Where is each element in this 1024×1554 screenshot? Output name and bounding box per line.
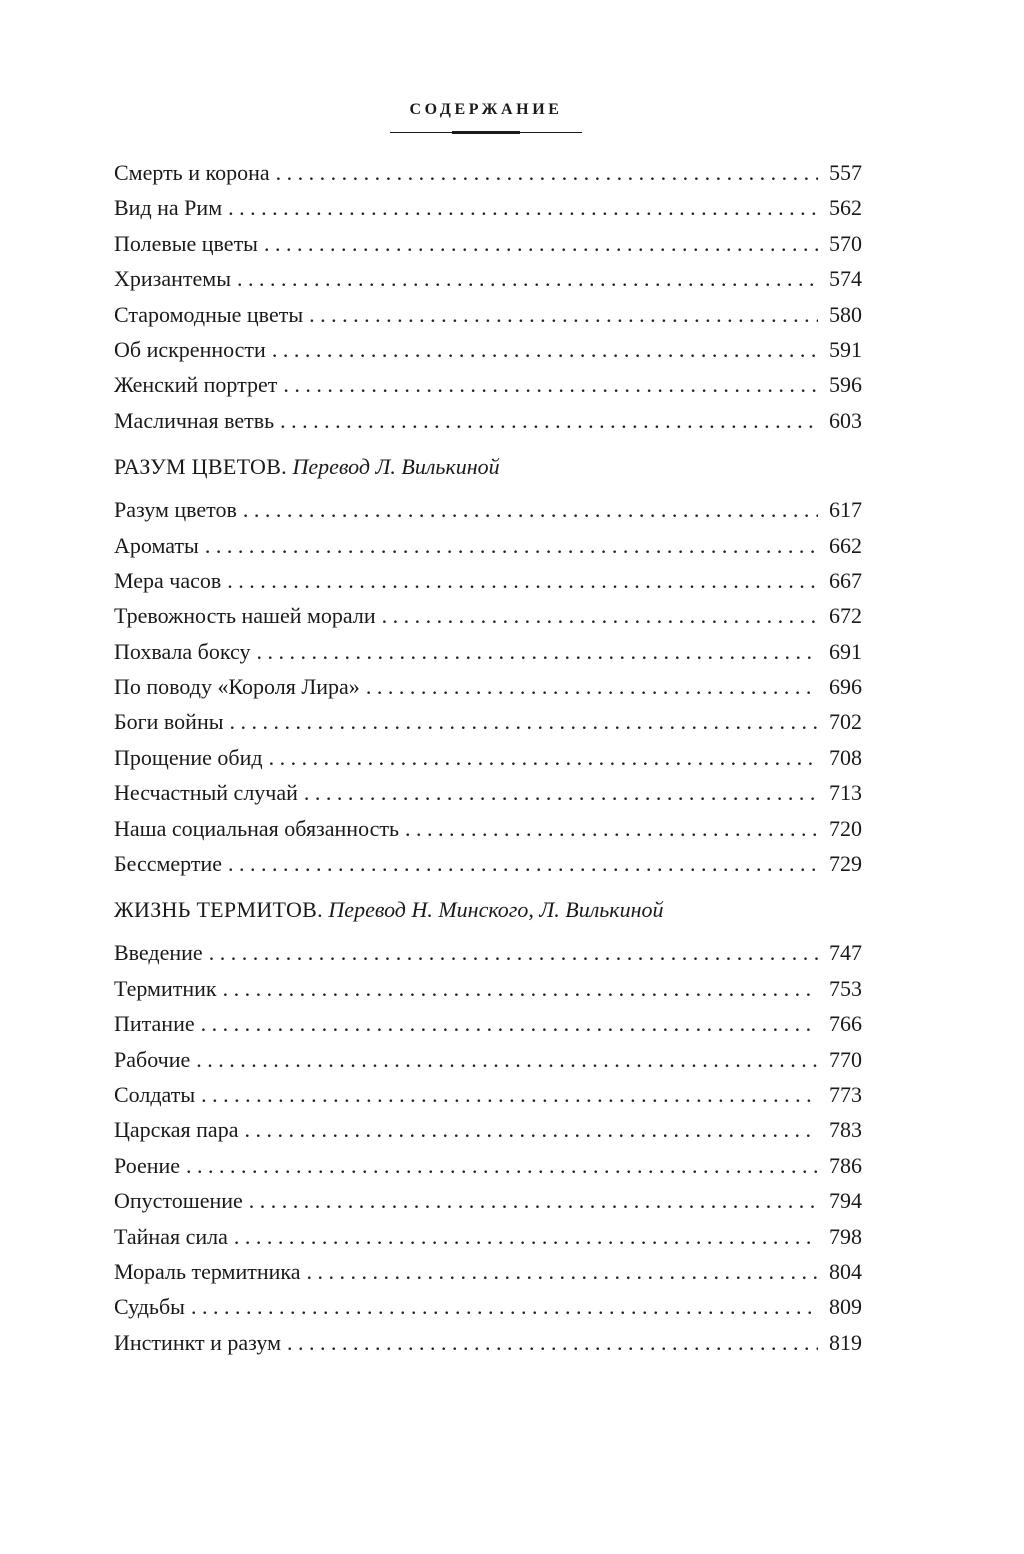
toc-entry	[114, 367, 862, 402]
section-heading	[114, 449, 862, 485]
toc-entry	[114, 846, 862, 881]
toc-entry	[114, 740, 862, 775]
dot-leader	[186, 1148, 818, 1183]
toc-entry	[114, 1042, 862, 1077]
dot-leader	[205, 528, 818, 563]
dot-leader	[280, 403, 818, 438]
toc-entry	[114, 634, 862, 669]
dot-leader	[287, 1325, 818, 1360]
dot-leader	[201, 1006, 818, 1041]
toc-entry-title: Боги войны	[114, 709, 224, 735]
toc-entry-title: Полевые цветы	[114, 230, 258, 256]
toc-entry	[114, 935, 862, 970]
toc-entry	[114, 1183, 862, 1218]
dot-leader	[223, 971, 818, 1006]
toc-entry-title: Мера часов	[114, 567, 222, 593]
dot-leader	[243, 492, 818, 527]
section-title: РАЗУМ ЦВЕТОВ.	[114, 454, 287, 480]
dot-leader	[249, 1183, 818, 1218]
toc-entry-title: Хризантемы	[114, 266, 231, 292]
dot-leader	[272, 332, 818, 367]
toc-entry	[114, 971, 862, 1006]
toc-entry	[114, 563, 862, 598]
dot-leader	[230, 704, 819, 739]
toc-entry-page-number: 691	[829, 638, 862, 664]
dot-leader	[269, 740, 818, 775]
toc-entry-title: Об искренности	[114, 336, 266, 362]
toc-entry-title: Инстинкт и разум	[114, 1329, 281, 1355]
toc-entry-page-number: 720	[829, 815, 862, 841]
toc-entry	[114, 528, 862, 563]
toc-entry-page-number: 804	[829, 1258, 862, 1284]
toc-entry-page-number: 747	[829, 940, 862, 966]
toc-entry	[114, 598, 862, 633]
dot-leader	[196, 1042, 818, 1077]
toc-entry	[114, 669, 862, 704]
dot-leader	[264, 226, 818, 261]
toc-entry-title: Прощение обид	[114, 744, 263, 770]
toc-section	[114, 892, 862, 1360]
toc-entry	[114, 261, 862, 296]
dot-leader	[405, 811, 818, 846]
toc-entry-page-number: 783	[829, 1117, 862, 1143]
toc-entry-title: Женский портрет	[114, 372, 278, 398]
toc-entry-page-number: 773	[829, 1081, 862, 1107]
toc-entry-title: Бессмертие	[114, 851, 223, 877]
toc-entry-page-number: 667	[829, 567, 862, 593]
dot-leader	[276, 155, 818, 190]
toc-entry	[114, 492, 862, 527]
dot-leader	[256, 634, 818, 669]
dot-leader	[304, 775, 818, 810]
toc-entry-title: Ароматы	[114, 532, 199, 558]
toc-entry	[114, 1325, 862, 1360]
toc-entry-page-number: 770	[829, 1046, 862, 1072]
section-title: ЖИЗНЬ ТЕРМИТОВ.	[114, 897, 323, 923]
toc-entry	[114, 1148, 862, 1183]
dot-leader	[283, 367, 818, 402]
toc-entry-page-number: 819	[829, 1329, 862, 1355]
toc-entry-title: Наша социальная обязанность	[114, 815, 400, 841]
toc-entry-page-number: 591	[829, 336, 862, 362]
toc-entry-page-number: 798	[829, 1223, 862, 1249]
section-translator-credit: Перевод Н. Минского, Л. Вилькиной	[328, 897, 664, 923]
dot-leader	[209, 935, 818, 970]
toc-entry-page-number: 708	[829, 744, 862, 770]
toc-entry-page-number: 617	[829, 497, 862, 523]
toc-entry-page-number: 596	[829, 372, 862, 398]
toc-entry-page-number: 702	[829, 709, 862, 735]
toc-entry	[114, 403, 862, 438]
toc-entry-page-number: 562	[829, 195, 862, 221]
toc-entry-title: Масличная ветвь	[114, 407, 275, 433]
toc-entry-title: Смерть и корона	[114, 160, 270, 185]
toc-entry-page-number: 713	[829, 780, 862, 806]
toc-entry-page-number: 570	[829, 230, 862, 256]
toc-entry	[114, 190, 862, 225]
toc-entry-title: Разум цветов	[114, 497, 237, 523]
toc-entry-title: Вид на Рим	[114, 195, 223, 221]
toc-entry-page-number: 662	[829, 532, 862, 558]
table-of-contents	[114, 155, 862, 1360]
toc-entry-page-number: 603	[829, 407, 862, 433]
dot-leader	[237, 261, 818, 296]
toc-entry	[114, 1112, 862, 1147]
toc-entry-title: Термитник	[114, 975, 217, 1001]
toc-entry-page-number: 766	[829, 1011, 862, 1037]
toc-entry-page-number: 557	[829, 160, 862, 185]
toc-entry	[114, 811, 862, 846]
section-translator-credit: Перевод Л. Вилькиной	[292, 454, 500, 480]
toc-entry	[114, 775, 862, 810]
dot-leader	[191, 1289, 818, 1324]
toc-entry-title: Рабочие	[114, 1046, 191, 1072]
toc-entry	[114, 155, 862, 190]
dot-leader	[307, 1254, 818, 1289]
dot-leader	[309, 297, 818, 332]
dot-leader	[382, 598, 818, 633]
dot-leader	[228, 846, 818, 881]
toc-entry-page-number: 580	[829, 301, 862, 327]
toc-entry-title: Роение	[114, 1152, 181, 1178]
toc-entry-page-number: 809	[829, 1294, 862, 1320]
toc-entry-title: Введение	[114, 940, 203, 966]
toc-entry	[114, 297, 862, 332]
toc-entry-title: Солдаты	[114, 1081, 196, 1107]
toc-entry-page-number: 729	[829, 851, 862, 877]
toc-entry-page-number: 794	[829, 1188, 862, 1214]
toc-entry-title: Тревожность нашей морали	[114, 603, 376, 629]
dot-leader	[201, 1077, 818, 1112]
toc-entry	[114, 704, 862, 739]
toc-entry	[114, 332, 862, 367]
toc-section	[114, 449, 862, 881]
section-heading	[114, 892, 862, 928]
toc-entry-page-number: 753	[829, 975, 862, 1001]
toc-entry	[114, 1254, 862, 1289]
toc-entry-page-number: 696	[829, 674, 862, 700]
dot-leader	[227, 563, 818, 598]
running-head-title: СОДЕРЖАНИЕ	[409, 101, 563, 118]
toc-entry	[114, 1289, 862, 1324]
toc-entry-title: Старомодные цветы	[114, 301, 304, 327]
dot-leader	[244, 1112, 818, 1147]
toc-entry-title: Судьбы	[114, 1294, 185, 1320]
toc-intro-group	[114, 155, 862, 438]
toc-entry-title: Опустошение	[114, 1188, 243, 1214]
header-rule	[390, 132, 582, 133]
toc-entry	[114, 1006, 862, 1041]
running-head	[390, 100, 582, 133]
toc-entry-page-number: 786	[829, 1152, 862, 1178]
toc-entry	[114, 226, 862, 261]
toc-entry-page-number: 672	[829, 603, 862, 629]
toc-entry-title: Несчастный случай	[114, 780, 298, 806]
toc-entry-title: Питание	[114, 1011, 195, 1037]
dot-leader	[366, 669, 818, 704]
dot-leader	[234, 1219, 818, 1254]
toc-entry-title: Похвала боксу	[114, 638, 251, 664]
dot-leader	[228, 190, 818, 225]
toc-entry-title: По поводу «Короля Лира»	[114, 674, 360, 700]
toc-entry-title: Царская пара	[114, 1117, 239, 1143]
toc-entry-title: Тайная сила	[114, 1223, 228, 1249]
toc-entry	[114, 1077, 862, 1112]
toc-entry	[114, 1219, 862, 1254]
header-rule-accent	[452, 131, 520, 134]
toc-entry-title: Мораль термитника	[114, 1258, 301, 1284]
toc-entry-page-number: 574	[829, 266, 862, 292]
